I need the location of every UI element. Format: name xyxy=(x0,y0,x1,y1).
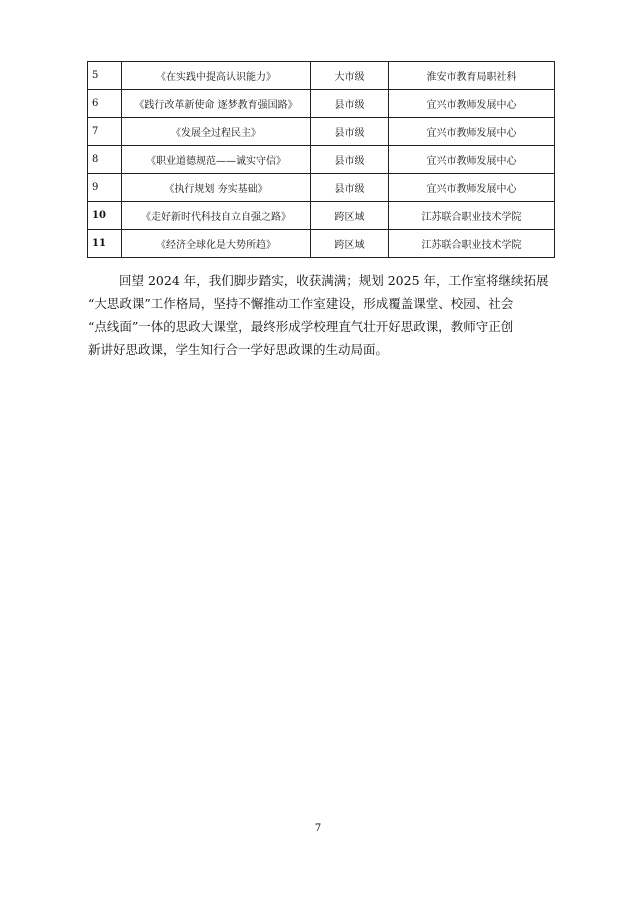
row-organization-cell: 淮安市教育局职社科 xyxy=(389,62,555,90)
row-level-cell: 大市级 xyxy=(311,62,389,90)
row-number-cell: 11 xyxy=(88,230,122,258)
row-title-cell: 《走好新时代科技自立自强之路》 xyxy=(122,202,311,230)
table-row xyxy=(88,202,555,230)
row-title-cell: 《发展全过程民主》 xyxy=(122,118,311,146)
table-body xyxy=(88,62,555,258)
table-row xyxy=(88,174,555,202)
row-level-cell: 县市级 xyxy=(311,118,389,146)
table-row xyxy=(88,230,555,258)
row-title-cell: 《践行改革新使命 逐梦教育强国路》 xyxy=(122,90,311,118)
row-title-cell: 《职业道德规范——诚实守信》 xyxy=(122,146,311,174)
row-title-cell: 《执行规划 夯实基础》 xyxy=(122,174,311,202)
row-level-cell: 县市级 xyxy=(311,90,389,118)
row-number-cell: 8 xyxy=(88,146,122,174)
paragraph-line: “大思政课”工作格局，坚持不懈推动工作室建设，形成覆盖课堂、校园、社会 xyxy=(88,296,514,311)
row-title-cell: 《经济全球化是大势所趋》 xyxy=(122,230,311,258)
row-number-cell: 6 xyxy=(88,90,122,118)
table-row xyxy=(88,90,555,118)
row-number-cell: 7 xyxy=(88,118,122,146)
row-title-cell: 《在实践中提高认识能力》 xyxy=(122,62,311,90)
paragraph-line: 回望 2024 年，我们脚步踏实，收获满满；规划 2025 年，工作室将继续拓展 xyxy=(119,273,549,288)
row-organization-cell: 宜兴市教师发展中心 xyxy=(389,146,555,174)
row-number-cell: 9 xyxy=(88,174,122,202)
table-row xyxy=(88,146,555,174)
table-row xyxy=(88,62,555,90)
row-organization-cell: 宜兴市教师发展中心 xyxy=(389,118,555,146)
row-number-cell: 10 xyxy=(88,202,122,230)
row-organization-cell: 江苏联合职业技术学院 xyxy=(389,230,555,258)
achievements-table xyxy=(87,61,555,258)
row-level-cell: 县市级 xyxy=(311,174,389,202)
row-level-cell: 县市级 xyxy=(311,146,389,174)
row-organization-cell: 宜兴市教师发展中心 xyxy=(389,90,555,118)
row-organization-cell: 宜兴市教师发展中心 xyxy=(389,174,555,202)
table-row xyxy=(88,118,555,146)
summary-paragraph xyxy=(88,269,556,361)
row-number-cell: 5 xyxy=(88,62,122,90)
paragraph-line: 新讲好思政课，学生知行合一学好思政课的生动局面。 xyxy=(88,342,389,357)
row-level-cell: 跨区域 xyxy=(311,230,389,258)
row-organization-cell: 江苏联合职业技术学院 xyxy=(389,202,555,230)
paragraph-line: “点线面”一体的思政大课堂，最终形成学校理直气壮开好思政课，教师守正创 xyxy=(88,319,514,334)
row-level-cell: 跨区域 xyxy=(311,202,389,230)
page-number: 7 xyxy=(314,823,322,834)
